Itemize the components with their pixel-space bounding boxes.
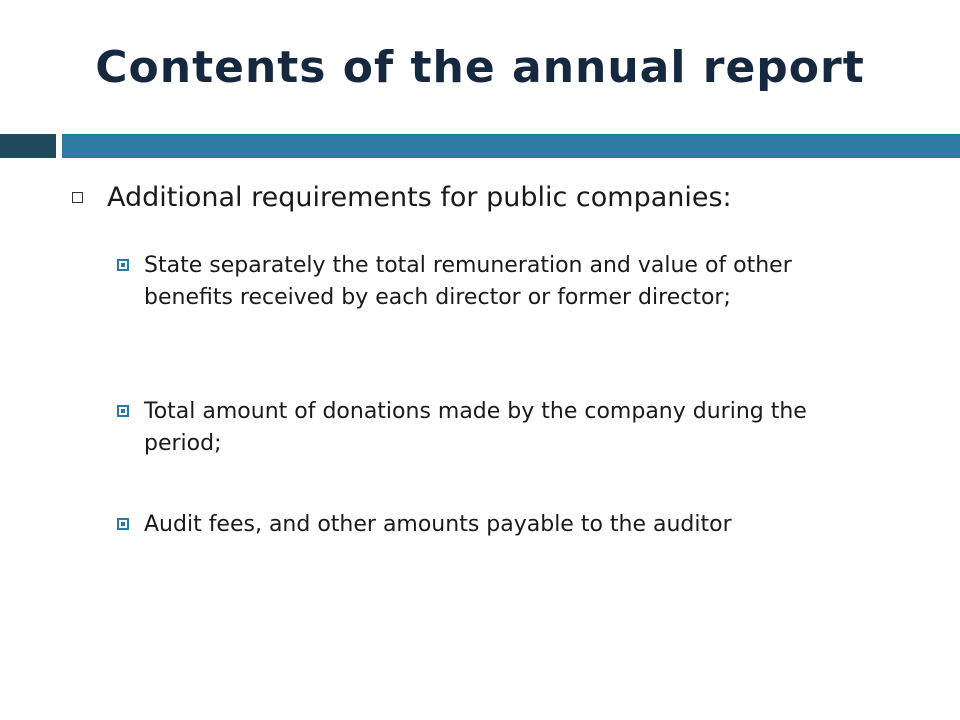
hollow-square-icon <box>72 192 83 203</box>
title-rule-long <box>62 134 960 158</box>
filled-square-bullet-icon <box>117 405 129 417</box>
title-rule-short <box>0 134 56 158</box>
slide-title: Contents of the annual report <box>95 42 865 93</box>
filled-square-bullet-icon <box>117 259 129 271</box>
sub-bullet-audit-fees <box>117 509 877 541</box>
sub-bullet-text: State separately the total remuneration and value of other benefits received by each director or former director; <box>144 253 792 310</box>
sub-bullet-text: Total amount of donations made by the company during the period; <box>144 399 807 456</box>
sub-bullet-donations <box>117 396 877 460</box>
filled-square-bullet-icon <box>117 518 129 530</box>
sub-bullet-text: Audit fees, and other amounts payable to the auditor <box>144 512 732 537</box>
sub-bullet-remuneration <box>117 250 877 314</box>
main-bullet <box>72 180 912 216</box>
main-bullet-text: Additional requirements for public companies: <box>107 182 732 213</box>
